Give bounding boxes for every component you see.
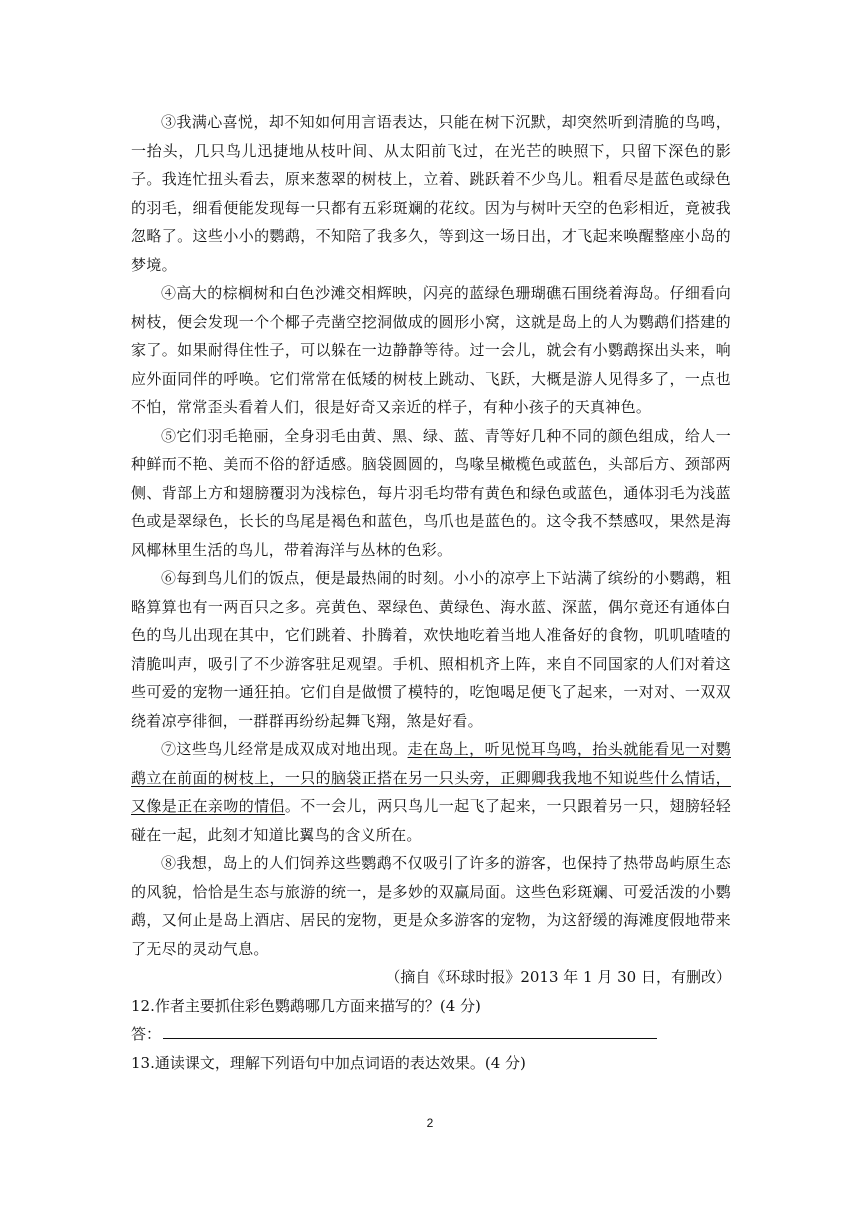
- paragraph-6: ⑥每到鸟儿们的饭点，便是最热闹的时刻。小小的凉亭上下站满了缤纷的小鹦鹉，粗略算算也有一两百只之多。亮黄色、翠绿色、黄绿色、海水蓝、深蓝，偶尔竟还有通体白色的鸟儿出现在其中，它们跳着、扑腾着，欢快地吃着当地人准备好的食物，叽叽喳喳的清脆叫声，吸引了不少游客驻足观望。手机、照相机齐上阵，来自不同国家的人们对着这些可爱的宠物一通狂拍。它们自是做惯了模特的，吃饱喝足便飞了起来，一对对、一双双绕着凉亭徘徊，一群群再纷纷起舞飞翔，煞是好看。: [131, 569, 731, 730]
- answer-row: [131, 1020, 731, 1049]
- paragraph-4: ④高大的棕榈树和白色沙滩交相辉映，闪亮的蓝绿色珊瑚礁石围绕着海岛。仔细看向树枝，便会发现一个个椰子壳凿空挖洞做成的圆形小窝，这就是岛上的人为鹦鹉们搭建的家了。如果耐得住性子，可以躲在一边静静等待。过一会儿，就会有小鹦鹉探出头来，响应外面同伴的呼唤。它们常常在低矮的树枝上跳动、飞跃，大概是游人见得多了，一点也不怕，常常歪头看着人们，很是好奇又亲近的样子，有种小孩子的天真神色。: [131, 284, 731, 416]
- question-12: 12.作者主要抓住彩色鹦鹉哪几方面来描写的？(4 分): [131, 996, 481, 1015]
- answer-blank-line[interactable]: [163, 1022, 657, 1039]
- paragraph-7-tail: 。不一会儿，两只鸟儿一起飞了起来，一只跟着另一只，翅膀轻轻碰在一起，此刻才知道比翼鸟的含义所在。: [131, 797, 731, 844]
- page-number: 2: [426, 1116, 434, 1130]
- answer-label: 答：: [131, 1025, 162, 1043]
- underlined-sentence: 走在岛上，听见悦耳鸟鸣，抬头就能看见一对鹦鹉立在前面的树枝上，一只的脑袋正搭在另一只头旁，正卿卿我我地不知说些什么情话，又像是正在亲吻的情侣: [131, 740, 731, 815]
- article-source: （摘自《环球时报》2013 年 1 月 30 日，有删改）: [385, 968, 731, 986]
- paragraph-3: ③我满心喜悦，却不知如何用言语表达，只能在树下沉默，却突然听到清脆的鸟鸣，一抬头，几只鸟儿迅捷地从枝叶间、从太阳前飞过，在光芒的映照下，只留下深色的影子。我连忙扭头看去，原来葱翠的树枝上，立着、跳跃着不少鸟儿。粗看尽是蓝色或绿色的羽毛，细看便能发现每一只都有五彩斑斓的花纹。因为与树叶天空的色彩相近，竟被我忽略了。这些小小的鹦鹉，不知陪了我多久，等到这一场日出，才飞起来唤醒整座小岛的梦境。: [131, 113, 731, 274]
- question-13: 13.通读课文，理解下列语句中加点词语的表达效果。(4 分): [131, 1053, 526, 1072]
- article-body: [131, 108, 731, 1077]
- paragraph-5: ⑤它们羽毛艳丽，全身羽毛由黄、黑、绿、蓝、青等好几种不同的颜色组成，给人一种鲜而不艳、美而不俗的舒适感。脑袋圆圆的，鸟喙呈橄榄色或蓝色，头部后方、颈部两侧、背部上方和翅膀覆羽为浅棕色，每片羽毛均带有黄色和绿色或蓝色，通体羽毛为浅蓝色或是翠绿色，长长的鸟尾是褐色和蓝色，鸟爪也是蓝色的。这令我不禁感叹，果然是海风椰林里生活的鸟儿，带着海洋与丛林的色彩。: [131, 426, 731, 559]
- paragraph-7-lead: ⑦这些鸟儿经常是成双成对地出现。: [161, 740, 408, 758]
- paragraph-8: ⑧我想，岛上的人们饲养这些鹦鹉不仅吸引了许多的游客，也保持了热带岛屿原生态的风貌，恰恰是生态与旅游的统一，是多妙的双赢局面。这些色彩斑斓、可爱活泼的小鹦鹉，又何止是岛上酒店、居民的宠物，更是众多游客的宠物，为这舒缓的海滩度假地带来了无尽的灵动气息。: [131, 854, 731, 958]
- paragraph-7: [131, 735, 731, 849]
